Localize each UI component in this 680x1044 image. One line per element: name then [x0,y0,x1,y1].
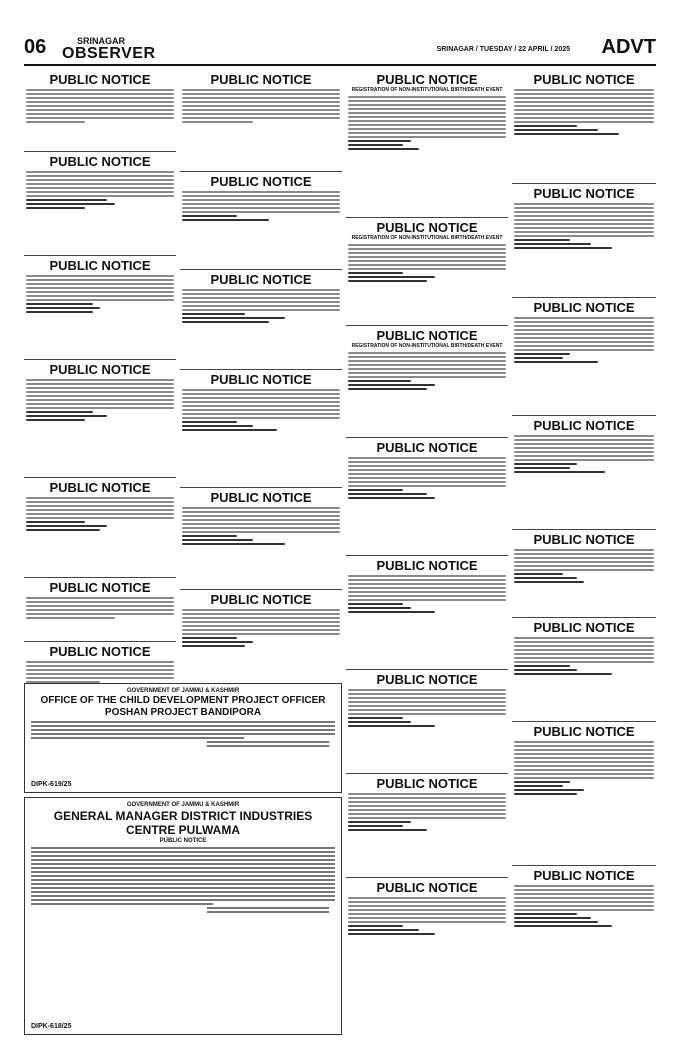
notice-subtitle: REGISTRATION OF NON-INSTITUTIONAL BIRTH/DEATH EVENT [351,235,503,241]
notice-title: PUBLIC NOTICE [533,868,635,883]
notice-title: PUBLIC NOTICE [49,154,151,169]
public-notice [346,218,508,326]
section-label: ADVT [601,36,656,58]
public-notice [512,184,656,298]
public-notice [346,70,508,218]
notice-title: PUBLIC NOTICE [376,558,478,573]
notice-subtitle: REGISTRATION OF NON-INSTITUTIONAL BIRTH/DEATH EVENT [351,87,503,93]
notice-title: PUBLIC NOTICE [49,362,151,377]
notice-title: PUBLIC NOTICE [49,72,151,87]
brand-logo [62,36,156,62]
public-notice [24,578,176,642]
notice-title: PUBLIC NOTICE [49,480,151,495]
gov-head: GOVERNMENT OF JAMMU & KASHMIR [126,688,240,694]
column-2 [180,70,342,699]
public-notice [180,270,342,370]
notice-title: PUBLIC NOTICE [533,532,635,547]
gov-ref: DIPK-618/25 [31,1023,72,1030]
notice-title: PUBLIC NOTICE [376,672,478,687]
government-notice-cdpo [24,683,342,793]
notice-title: PUBLIC NOTICE [533,72,635,87]
public-notice [512,722,656,866]
gov-head: GOVERNMENT OF JAMMU & KASHMIR [126,802,240,808]
masthead [24,34,656,66]
column-1 [24,70,176,705]
notice-title: PUBLIC NOTICE [210,72,312,87]
brand-main: OBSERVER [62,45,156,62]
page-number: 06 [24,36,47,58]
notice-title: PUBLIC NOTICE [533,620,635,635]
public-notice [512,298,656,416]
notice-title: PUBLIC NOTICE [533,300,635,315]
government-notice-dic [24,797,342,1035]
gov-title: OFFICE OF THE CHILD DEVELOPMENT PROJECT OFFICER [40,695,326,706]
notice-title: PUBLIC NOTICE [49,580,151,595]
notice-title: PUBLIC NOTICE [210,272,312,287]
public-notice [180,370,342,488]
public-notice [24,478,176,578]
column-3 [346,70,508,975]
public-notice [512,530,656,618]
notice-title: PUBLIC NOTICE [210,592,312,607]
public-notice [180,70,342,172]
notice-title: PUBLIC NOTICE [533,186,635,201]
notice-title: PUBLIC NOTICE [210,372,312,387]
gov-title-2: POSHAN PROJECT BANDIPORA [104,707,262,718]
public-notice [346,438,508,556]
public-notice [512,70,656,184]
public-notice [24,360,176,478]
notice-title: PUBLIC NOTICE [376,776,478,791]
notice-title: PUBLIC NOTICE [210,174,312,189]
notice-title: PUBLIC NOTICE [376,72,478,87]
notice-title: PUBLIC NOTICE [376,880,478,895]
notice-title: PUBLIC NOTICE [210,490,312,505]
brand-top: SRINAGAR [76,36,125,46]
public-notice [512,416,656,530]
public-notice [24,256,176,360]
notice-title: PUBLIC NOTICE [376,440,478,455]
public-notice [346,774,508,878]
public-notice [180,488,342,590]
public-notice [24,152,176,256]
notice-title: PUBLIC NOTICE [533,418,635,433]
notice-title: PUBLIC NOTICE [376,220,478,235]
public-notice [346,878,508,975]
public-notice [180,172,342,270]
notice-subtitle: REGISTRATION OF NON-INSTITUTIONAL BIRTH/DEATH EVENT [351,343,503,349]
public-notice [512,618,656,722]
notice-title: PUBLIC NOTICE [49,258,151,273]
notice-title: PUBLIC NOTICE [533,724,635,739]
dateline: SRINAGAR / TUESDAY / 22 APRIL / 2025 [436,46,570,53]
column-4 [512,70,656,973]
gov-ref: DIPK-619/25 [31,781,72,788]
gov-subtitle: PUBLIC NOTICE [159,838,207,844]
notice-title: PUBLIC NOTICE [49,644,151,659]
public-notice [346,326,508,438]
public-notice [346,670,508,774]
notice-title: PUBLIC NOTICE [376,328,478,343]
public-notice [24,70,176,152]
gov-title: GENERAL MANAGER DISTRICT INDUSTRIES CENTRE PULWAMA [53,809,313,837]
public-notice [512,866,656,973]
public-notice [346,556,508,670]
